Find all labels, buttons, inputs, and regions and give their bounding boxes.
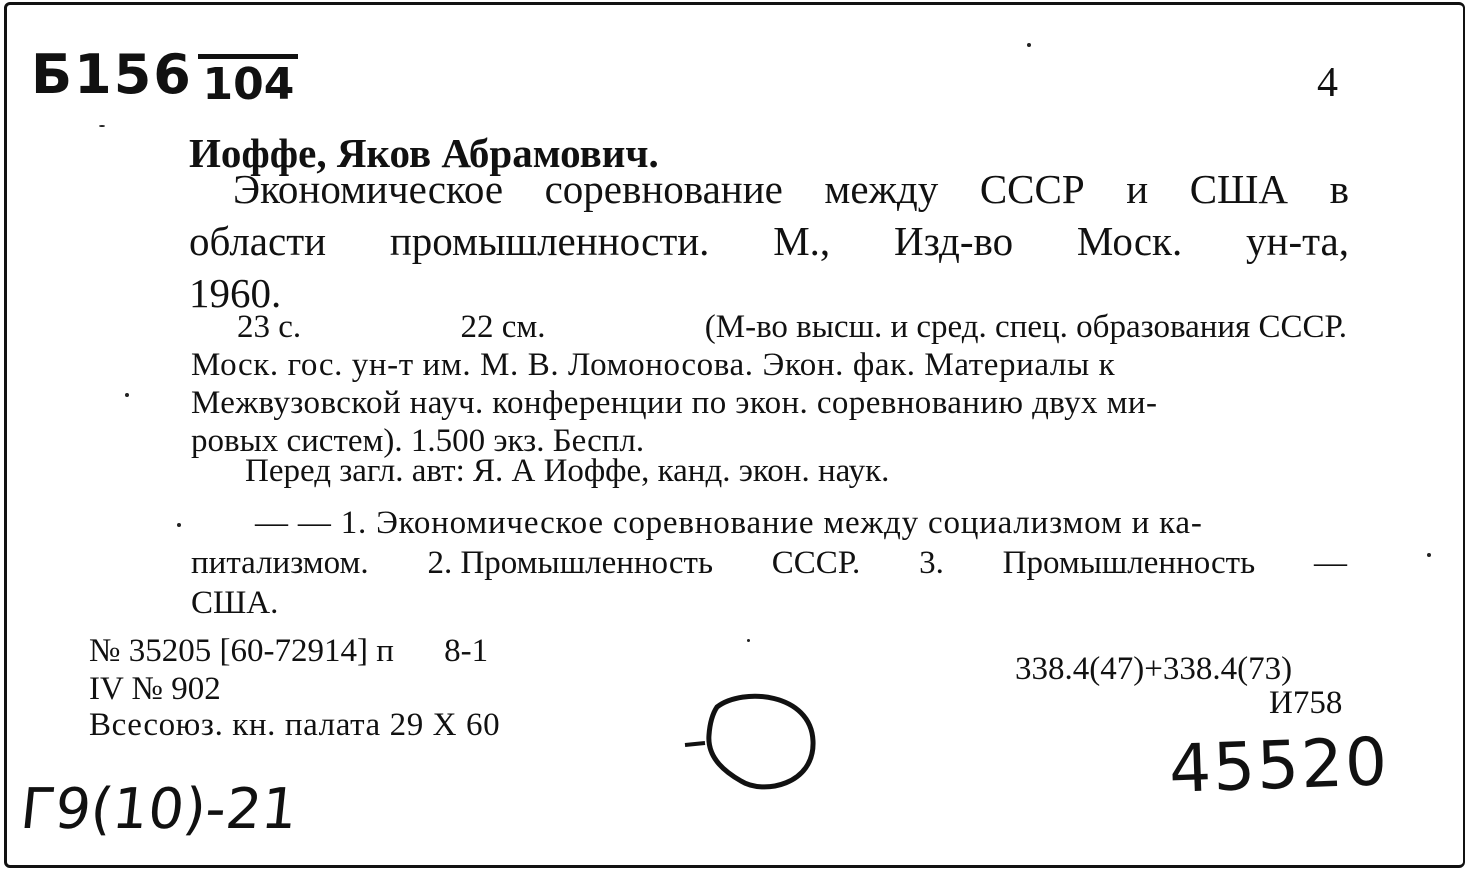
shelf-mark-sub: 104 bbox=[198, 54, 298, 110]
scan-speck bbox=[1427, 553, 1431, 557]
scan-speck bbox=[1027, 43, 1031, 47]
description-line: ровых систем). 1.500 экз. Беспл. bbox=[191, 423, 645, 459]
shelf-mark-main: Б156 bbox=[31, 43, 193, 106]
handwritten-inventory-number: 45520 bbox=[1167, 723, 1391, 808]
imprint-line-2: IV № 902 bbox=[89, 671, 221, 707]
catalog-card bbox=[4, 2, 1465, 868]
scan-speck bbox=[125, 393, 129, 397]
card-number: 4 bbox=[1317, 60, 1338, 106]
scan-speck bbox=[747, 639, 750, 642]
stamp-circle bbox=[683, 689, 823, 799]
description-line: Межвузовской науч. конференции по экон. соревнованию двух ми- bbox=[191, 385, 1158, 421]
handwritten-shelf-code: Г9(10)-21 bbox=[17, 777, 301, 842]
title-line: Экономическое соревнование между СССР и США в bbox=[233, 166, 1349, 212]
scan-speck bbox=[99, 125, 105, 127]
scan-speck bbox=[177, 523, 181, 527]
shelf-mark bbox=[31, 43, 298, 110]
subject-line: питализмом. 2. Промышленность СССР. 3. Промышленность — bbox=[191, 545, 1347, 581]
description-line: Моск. гос. ун-т им. М. В. Ломоносова. Экон. фак. Материалы к bbox=[191, 347, 1116, 383]
author-mark: И758 bbox=[1269, 685, 1343, 721]
author-heading: Иоффе, Яков Абрамович. bbox=[189, 130, 659, 176]
imprint-line-1: № 35205 [60-72914] п 8-1 bbox=[89, 633, 489, 669]
subject-line: — — 1. Экономическое соревнование между социализмом и ка- bbox=[255, 505, 1203, 541]
subject-line: США. bbox=[191, 585, 279, 621]
title-line: области промышленности. М., Изд-во Моск. ун-та, bbox=[189, 218, 1349, 264]
description-block bbox=[191, 309, 1347, 461]
subjects-block bbox=[191, 505, 1347, 625]
title-block bbox=[189, 165, 1349, 319]
description-line: 23 с. 22 см. (М-во высш. и сред. спец. образования СССР. bbox=[237, 309, 1347, 345]
udc-index: 338.4(47)+338.4(73) bbox=[1015, 651, 1293, 687]
title-line: 1960. bbox=[189, 270, 282, 316]
imprint-line-3: Всесоюз. кн. палата 29 X 60 bbox=[89, 707, 501, 743]
author-note: Перед загл. авт: Я. А Иоффе, канд. экон. наук. bbox=[245, 453, 890, 489]
